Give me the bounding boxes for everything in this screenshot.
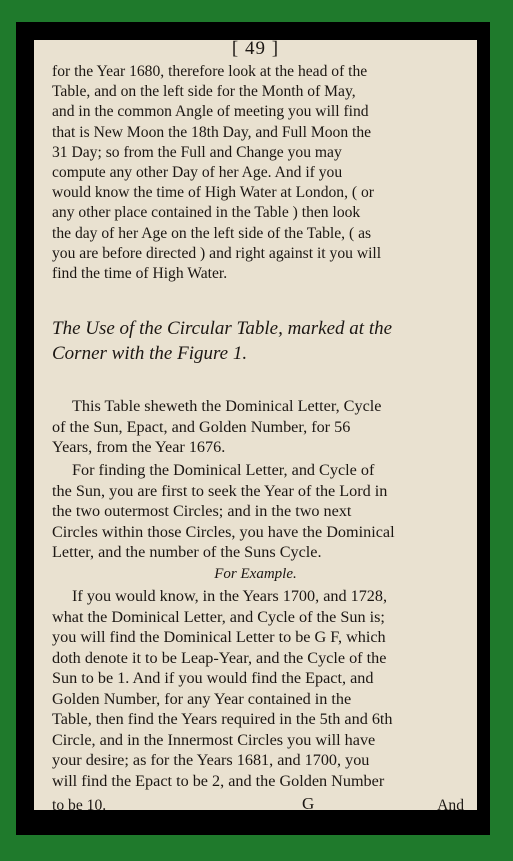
text-line: will find the Epact to be 2, and the Golden Number [52, 771, 385, 790]
last-line: to be 10. [52, 797, 107, 810]
heading-line: Corner with the Figure 1. [52, 343, 248, 364]
scan-frame [16, 22, 490, 835]
text-line: what the Dominical Letter, and Cycle of the Sun is; [52, 607, 385, 626]
text-line: doth denote it to be Leap-Year, and the Cycle of the [52, 648, 387, 667]
text-line: Sun to be 1. And if you would find the Epact, and [52, 669, 374, 687]
text-line: compute any other Day of her Age. And if you [52, 164, 343, 182]
text-line: of the Sun, Epact, and Golden Number, for 56 [52, 417, 351, 436]
text-line: If you would know, in the Years 1700, and 1728, [72, 587, 388, 605]
signature-mark: G [302, 794, 315, 810]
text-line: Table, then find the Years required in the 5th and 6th [52, 710, 393, 728]
page-number: [ 49 ] [231, 40, 280, 59]
text-line: Circle, and in the Innermost Circles you will have [52, 730, 376, 749]
section-heading [52, 316, 470, 366]
text-line: any other place contained in the Table ) then look [52, 204, 361, 222]
text-line: and in the common Angle of meeting you will find [52, 103, 369, 121]
text-line: for the Year 1680, therefore look at the head of the [52, 63, 368, 80]
text-line: Golden Number, for any Year contained in the [52, 689, 352, 708]
text-line: that is New Moon the 18th Day, and Full Moon the [52, 123, 372, 141]
text-line: Table, and on the left side for the Month of May, [52, 83, 356, 101]
text-line: would know the time of High Water at London, ( or [52, 184, 374, 202]
text-line: find the time of High Water. [52, 265, 228, 283]
heading-line: The Use of the Circular Table, marked at the [52, 318, 393, 339]
text-line: your desire; as for the Years 1681, and 1700, you [52, 751, 370, 769]
page-footer-line [52, 796, 470, 810]
example-label: For Example. [214, 566, 297, 582]
text-line: Years, from the Year 1676. [52, 438, 226, 456]
text-line: the day of her Age on the left side of the Table, ( as [52, 224, 372, 242]
text-line: Letter, and the number of the Suns Cycle. [52, 543, 322, 561]
text-line: you are before directed ) and right against it you will [52, 244, 382, 262]
text-line: Circles within those Circles, you have the Dominical [52, 522, 395, 541]
text-line: For finding the Dominical Letter, and Cycle of [72, 461, 375, 479]
book-page [34, 40, 477, 810]
text-line: This Table sheweth the Dominical Letter, Cycle [72, 397, 382, 415]
text-line: 31 Day; so from the Full and Change you may [52, 143, 342, 161]
paragraph-high-water [52, 62, 470, 284]
text-line: the Sun, you are first to seek the Year of the Lord in [52, 481, 388, 500]
paragraph-table-description [52, 396, 470, 458]
paragraph-example [52, 586, 470, 791]
catchword: And [437, 797, 464, 810]
text-line: you will find the Dominical Letter to be G F, which [52, 628, 386, 646]
text-line: the two outermost Circles; and in the two next [52, 502, 352, 520]
paragraph-dominical-letter [52, 460, 470, 563]
